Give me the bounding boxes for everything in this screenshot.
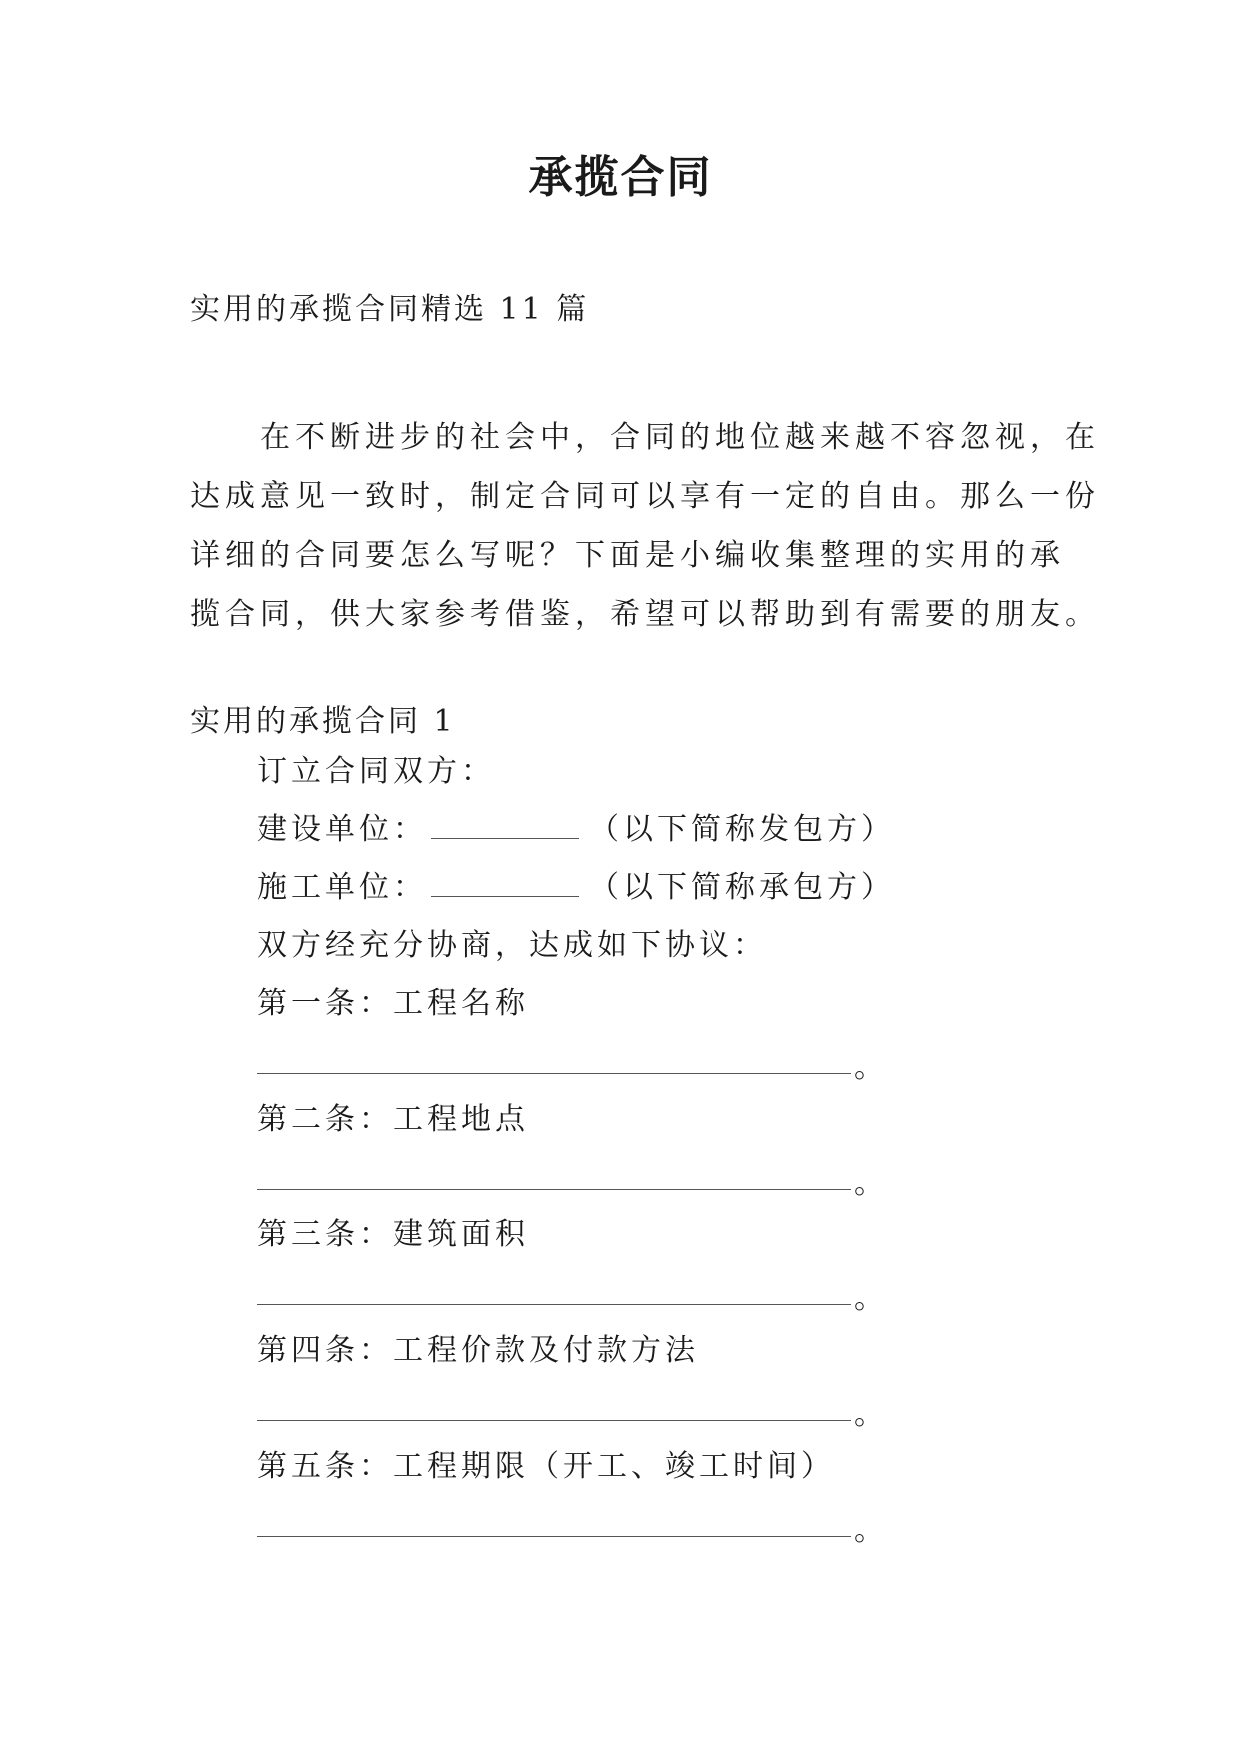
article-heading: 第五条：工程期限（开工、竣工时间） [257, 1449, 835, 1484]
agreement-intro: 双方经充分协商，达成如下协议： [257, 928, 767, 963]
intro-line: 详细的合同要怎么写呢？下面是小编收集整理的实用的承 [190, 538, 1065, 573]
article-heading: 第四条：工程价款及付款方法 [257, 1333, 699, 1368]
article-heading: 第一条：工程名称 [257, 986, 529, 1021]
article-blank[interactable] [257, 1072, 851, 1074]
party-b-blank[interactable] [431, 870, 579, 897]
party-b-suffix: （以下简称承包方） [589, 870, 895, 905]
party-a-blank[interactable] [431, 812, 579, 839]
article-blank[interactable] [257, 1188, 851, 1190]
party-a-label: 建设单位： [257, 812, 427, 847]
party-a-line [257, 810, 895, 850]
period-mark: 。 [854, 1050, 884, 1085]
article-heading: 第三条：建筑面积 [257, 1217, 529, 1252]
party-a-suffix: （以下简称发包方） [589, 812, 895, 847]
period-mark: 。 [854, 1513, 884, 1548]
intro-paragraph [190, 408, 1100, 644]
party-b-label: 施工单位： [257, 870, 427, 905]
article-blank[interactable] [257, 1303, 851, 1305]
intro-line: 在不断进步的社会中，合同的地位越来越不容忽视，在 [190, 420, 1100, 455]
party-b-line [257, 868, 895, 908]
period-mark: 。 [854, 1166, 884, 1201]
period-mark: 。 [854, 1397, 884, 1432]
document-subtitle: 实用的承揽合同精选 11 篇 [190, 292, 590, 327]
parties-intro: 订立合同双方： [257, 754, 495, 789]
period-mark: 。 [854, 1281, 884, 1316]
document-title: 承揽合同 [528, 152, 713, 203]
section-heading: 实用的承揽合同 1 [190, 704, 456, 739]
article-blank[interactable] [257, 1535, 851, 1537]
intro-line: 达成意见一致时，制定合同可以享有一定的自由。那么一份 [190, 479, 1100, 514]
article-blank[interactable] [257, 1419, 851, 1421]
article-heading: 第二条：工程地点 [257, 1102, 529, 1137]
intro-line: 揽合同，供大家参考借鉴，希望可以帮助到有需要的朋友。 [190, 597, 1100, 632]
